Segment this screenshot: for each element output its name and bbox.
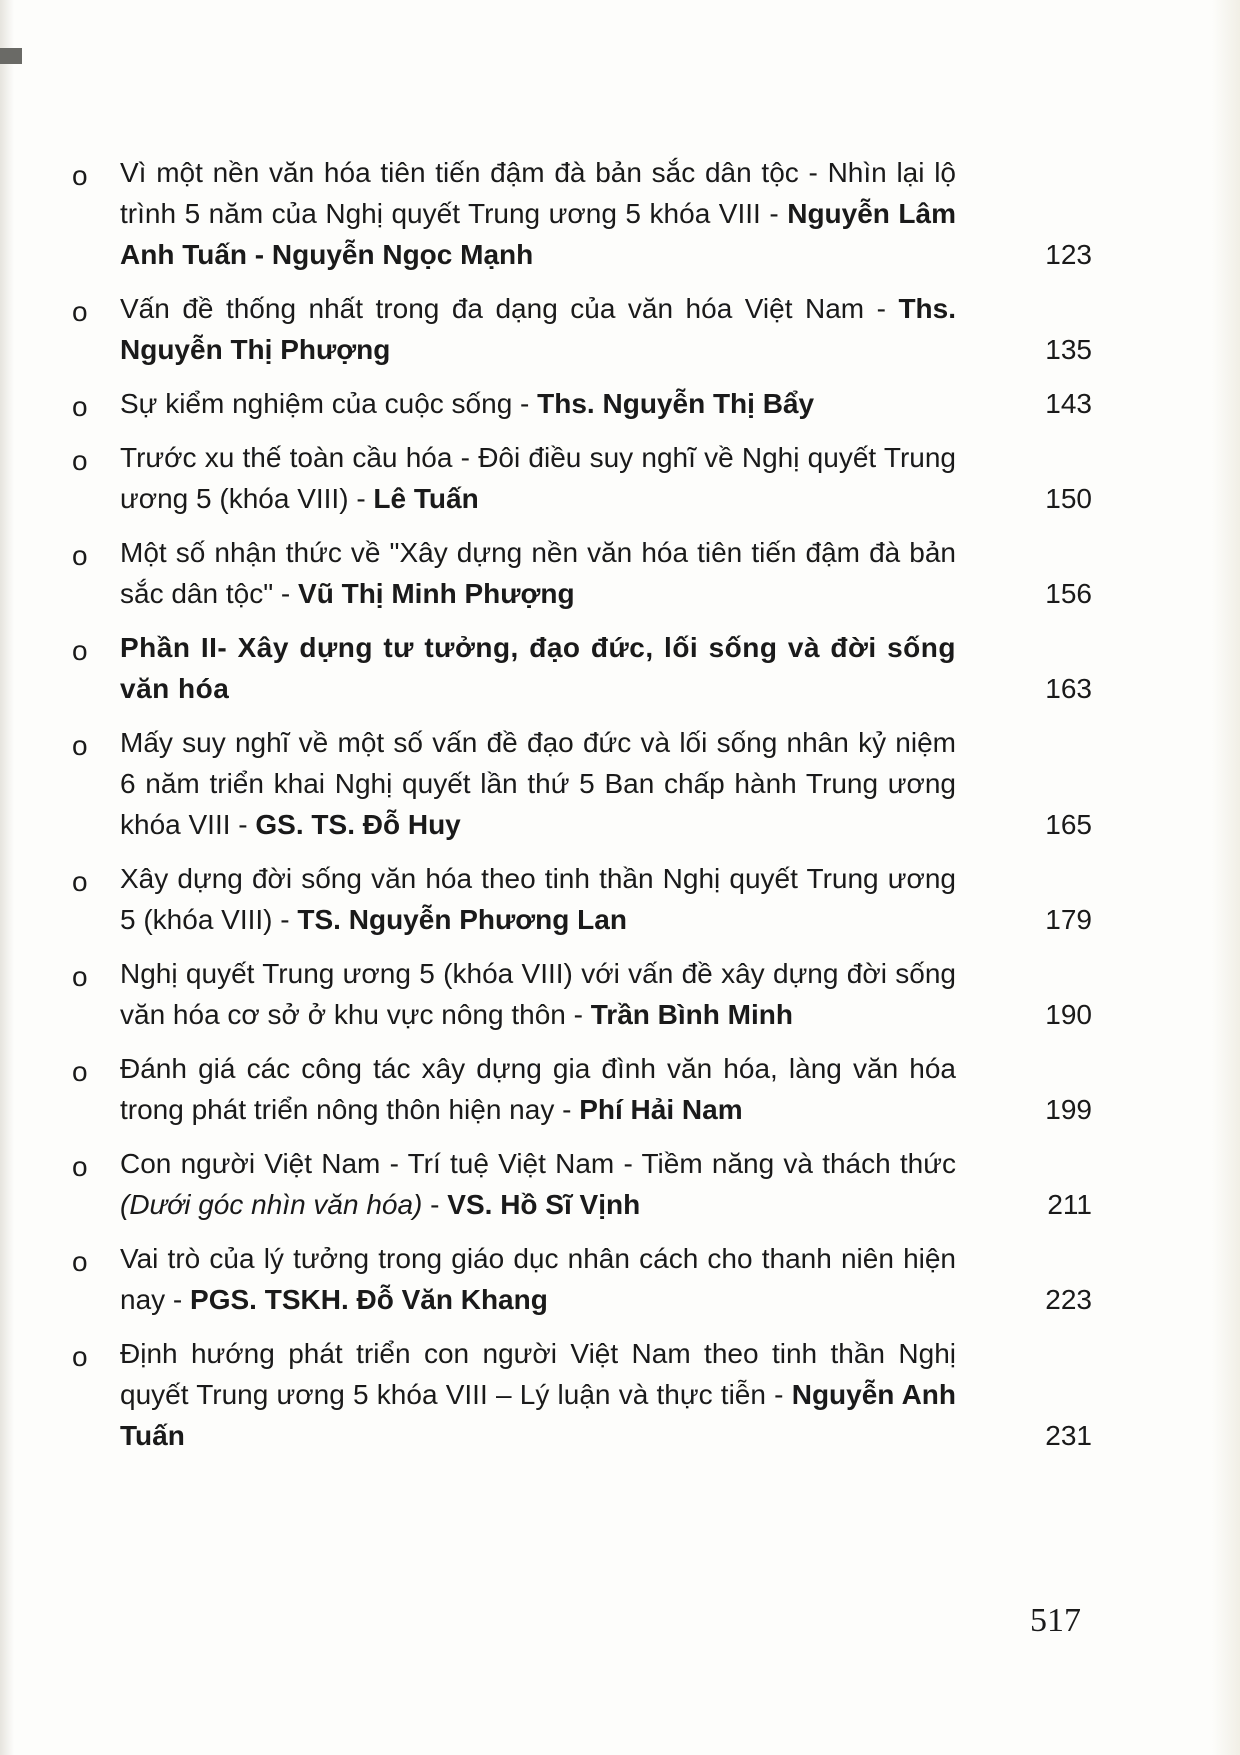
page-number: 517 [1030, 1602, 1081, 1639]
toc-entry [72, 722, 1112, 845]
toc-entry-page: 211 [1047, 1189, 1092, 1220]
bullet-icon: o [72, 540, 88, 571]
bullet-icon: o [72, 635, 88, 666]
page-right-edge [1212, 0, 1240, 1755]
bullet-icon: o [72, 1246, 88, 1277]
toc-section-title: Phần II- Xây dựng tư tưởng, đạo đức, lối sống và đời sống văn hóa [120, 632, 956, 704]
toc-entry-page: 179 [1045, 904, 1092, 935]
toc-entry [72, 152, 1112, 275]
bullet-icon: o [72, 1056, 88, 1087]
toc-entry [72, 858, 1112, 940]
toc-entry [72, 953, 1112, 1035]
bullet-icon: o [72, 391, 88, 422]
toc-entry-author: Lê Tuấn [373, 483, 479, 514]
toc-entry [72, 437, 1112, 519]
toc-entry-title: Vấn đề thống nhất trong đa dạng của văn hóa Việt Nam - Ths. Nguyễn Thị Phượng [120, 293, 956, 365]
toc-entry-subtitle: (Dưới góc nhìn văn hóa) [120, 1189, 423, 1220]
toc-entry-page: 143 [1045, 388, 1092, 419]
bullet-icon: o [72, 160, 88, 191]
toc-entry-title: Nghị quyết Trung ương 5 (khóa VIII) với vấn đề xây dựng đời sống văn hóa cơ sở ở khu vực nông thôn - Trần Bình Minh [120, 958, 956, 1030]
toc-entry-title: Đánh giá các công tác xây dựng gia đình văn hóa, làng văn hóa trong phát triển nông thôn hiện nay - Phí Hải Nam [120, 1053, 956, 1125]
toc-entry [72, 532, 1112, 614]
toc-entry-page: 223 [1045, 1284, 1092, 1315]
toc-entry-author: TS. Nguyễn Phương Lan [297, 904, 627, 935]
toc-entry-page: 150 [1045, 483, 1092, 514]
toc-entry-author: PGS. TSKH. Đỗ Văn Khang [190, 1284, 548, 1315]
toc-entry-page: 231 [1045, 1420, 1092, 1451]
toc-entry [72, 383, 1112, 424]
toc-entry-author: VS. Hồ Sĩ Vịnh [447, 1189, 641, 1220]
toc-entry-page: 135 [1045, 334, 1092, 365]
bullet-icon: o [72, 730, 88, 761]
toc-entry-page: 123 [1045, 239, 1092, 270]
toc-entry-author: Vũ Thị Minh Phượng [298, 578, 575, 609]
bullet-icon: o [72, 445, 88, 476]
toc-entry-title: Định hướng phát triển con người Việt Nam theo tinh thần Nghị quyết Trung ương 5 khóa VIII – Lý luận và thực tiễn - Nguyễn Anh Tuấn [120, 1338, 957, 1451]
bullet-icon: o [72, 296, 88, 327]
toc-entry [72, 288, 1112, 370]
toc-entry-page: 165 [1045, 809, 1092, 840]
page-corner-mark [0, 48, 22, 64]
toc-entry-title: Một số nhận thức về "Xây dựng nền văn hóa tiên tiến đậm đà bản sắc dân tộc" - Vũ Thị Minh Phượng [120, 537, 956, 609]
toc-entry [72, 1143, 1112, 1225]
bullet-icon: o [72, 1341, 88, 1372]
toc-entry-author: Trần Bình Minh [590, 999, 793, 1030]
table-of-contents [72, 152, 1112, 1469]
bullet-icon: o [72, 866, 88, 897]
toc-entry-author: Nguyễn Anh Tuấn [120, 1379, 957, 1451]
toc-entry-title: Trước xu thế toàn cầu hóa - Đôi điều suy nghĩ về Nghị quyết Trung ương 5 (khóa VIII) - Lê Tuấn [120, 442, 956, 514]
toc-entry-page: 163 [1045, 673, 1092, 704]
toc-entry [72, 1333, 1112, 1456]
toc-entry-title: Vai trò của lý tưởng trong giáo dục nhân cách cho thanh niên hiện nay - PGS. TSKH. Đỗ Văn Khang [120, 1243, 956, 1315]
bullet-icon: o [72, 1151, 88, 1182]
toc-entry-author: Ths. Nguyễn Thị Bẩy [537, 388, 815, 419]
toc-entry-author: Phí Hải Nam [579, 1094, 743, 1125]
toc-entry-author: Ths. Nguyễn Thị Phượng [120, 293, 956, 365]
toc-entry-page: 199 [1045, 1094, 1092, 1125]
toc-entry-page: 156 [1045, 578, 1092, 609]
toc-entry [72, 1238, 1112, 1320]
toc-entry-page: 190 [1045, 999, 1092, 1030]
page-left-edge [0, 0, 14, 1755]
toc-entry-author: Nguyễn Lâm Anh Tuấn - Nguyễn Ngọc Mạnh [120, 198, 957, 270]
toc-entry-title: Vì một nền văn hóa tiên tiến đậm đà bản sắc dân tộc - Nhìn lại lộ trình 5 năm của Nghị quyết Trung ương 5 khóa VIII - Nguyễn Lâm Anh Tuấn - Nguyễn Ngọc Mạnh [120, 157, 957, 270]
bullet-icon: o [72, 961, 88, 992]
toc-entry-title: Con người Việt Nam - Trí tuệ Việt Nam - Tiềm năng và thách thức (Dưới góc nhìn văn hóa) - VS. Hồ Sĩ Vịnh [120, 1148, 956, 1220]
toc-entry-title: Mấy suy nghĩ về một số vấn đề đạo đức và lối sống nhân kỷ niệm 6 năm triển khai Nghị quyết lần thứ 5 Ban chấp hành Trung ương khóa VIII - GS. TS. Đỗ Huy [120, 727, 956, 840]
toc-entry-title: Xây dựng đời sống văn hóa theo tinh thần Nghị quyết Trung ương 5 (khóa VIII) - TS. Nguyễn Phương Lan [120, 863, 956, 935]
toc-section-heading [72, 627, 1112, 709]
toc-entry [72, 1048, 1112, 1130]
toc-entry-author: GS. TS. Đỗ Huy [255, 809, 461, 840]
toc-entry-title: Sự kiểm nghiệm của cuộc sống - Ths. Nguyễn Thị Bẩy [120, 388, 815, 419]
